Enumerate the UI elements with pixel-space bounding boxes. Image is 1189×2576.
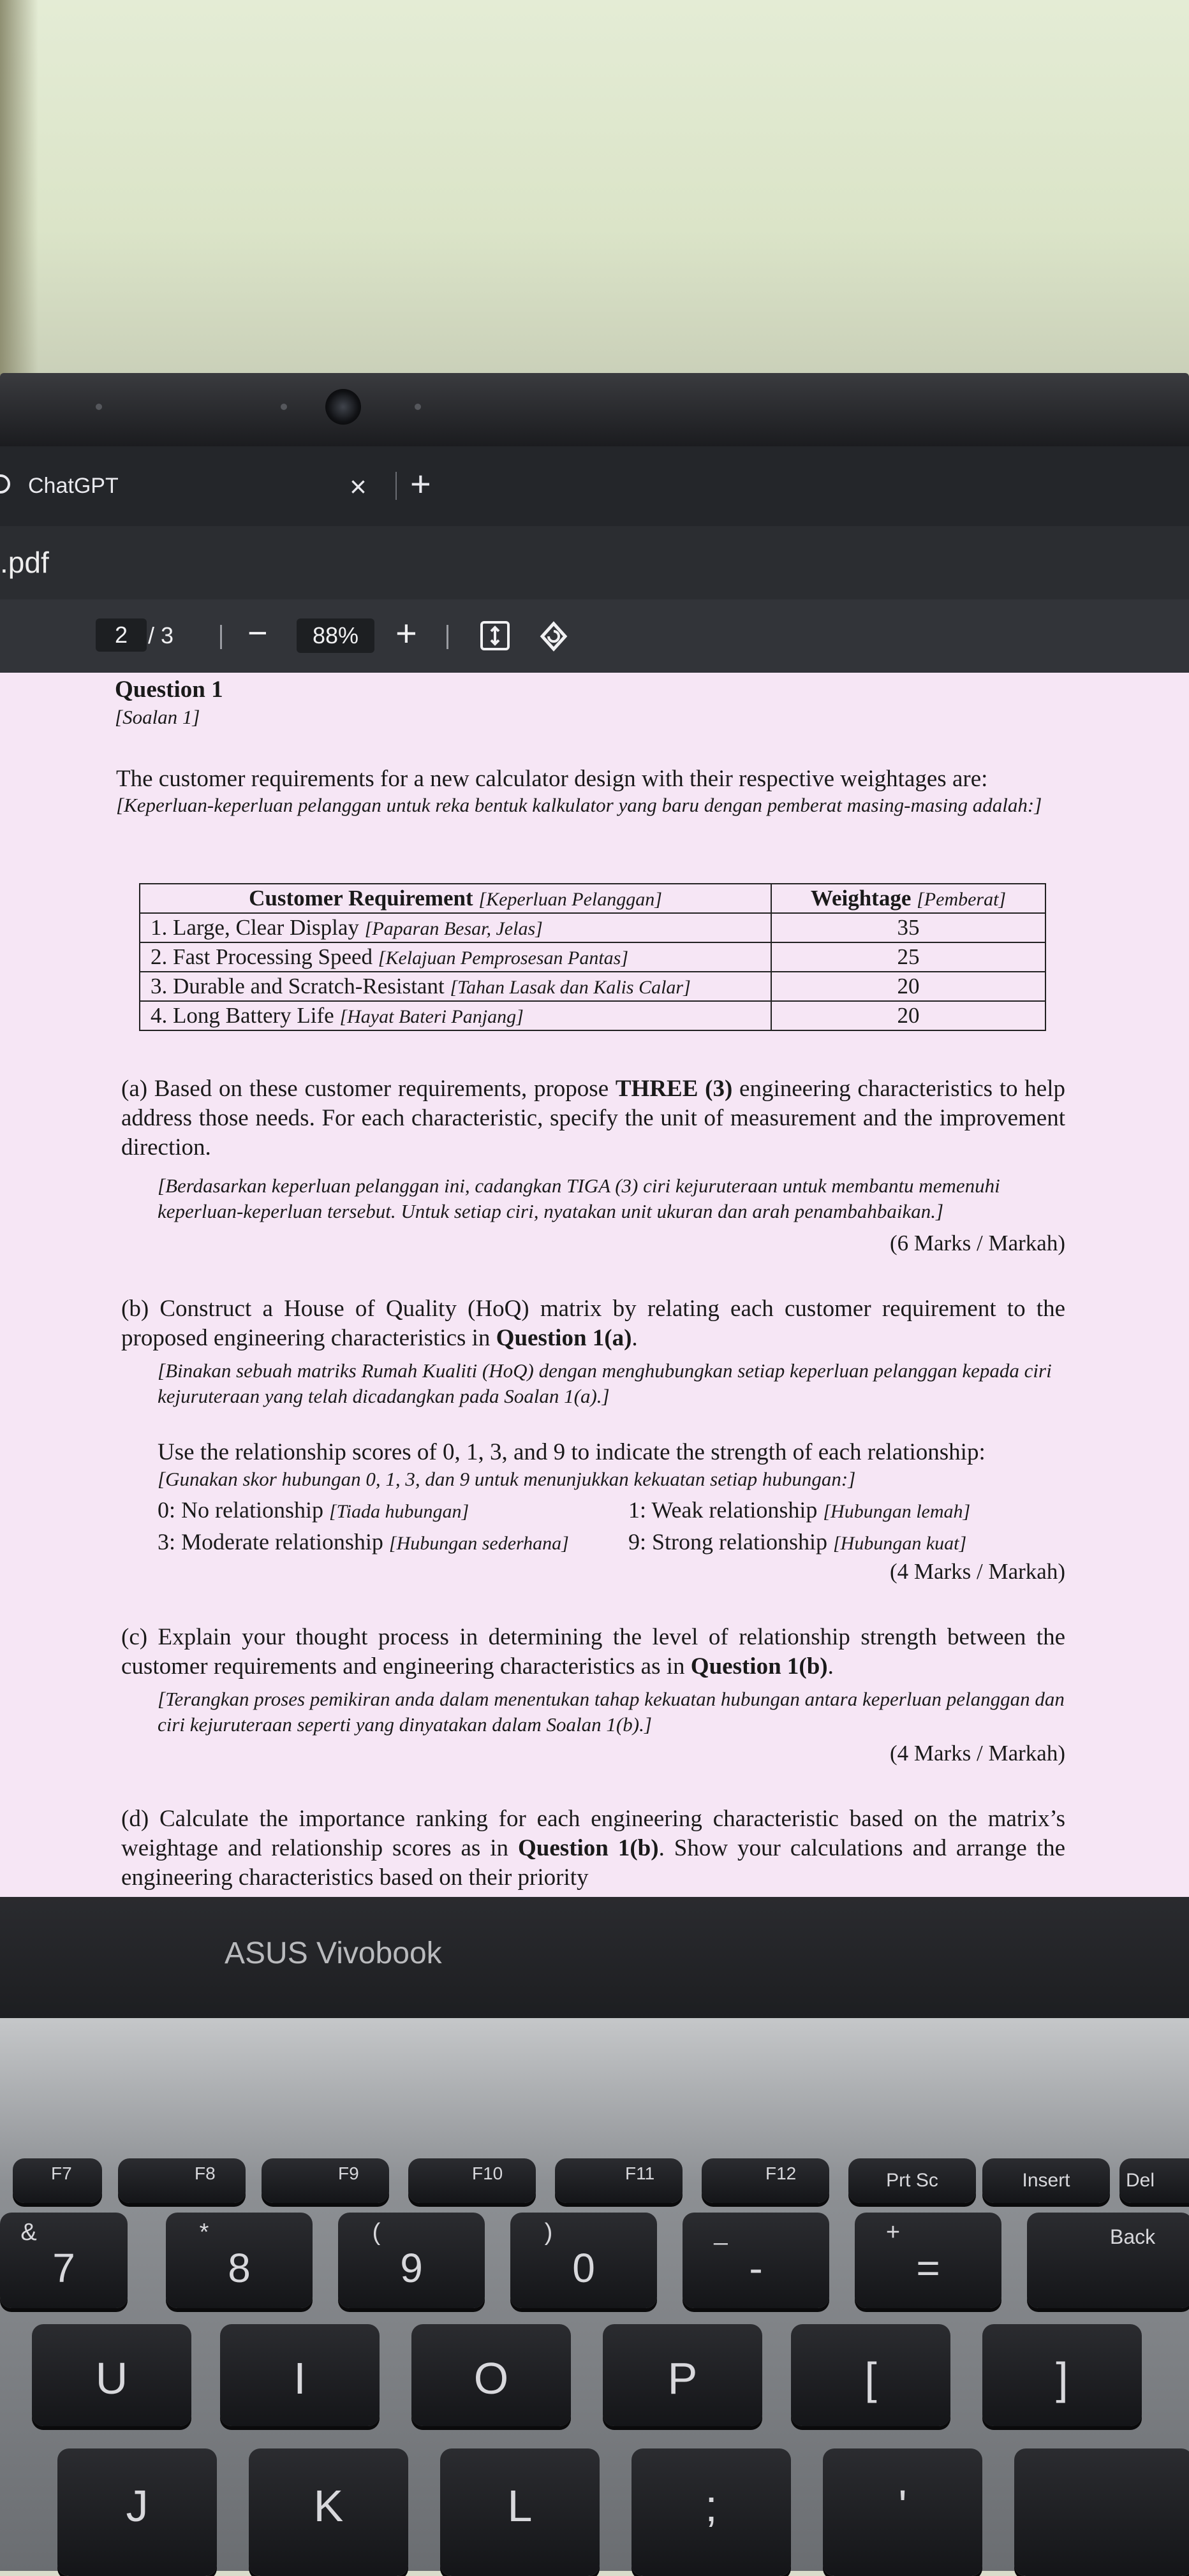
page-total: / 3 <box>148 622 174 648</box>
part-a-text-1: (a) Based on these customer requirements, propose <box>121 1076 616 1102</box>
intro-text: The customer requirements for a new calculator design with their respective weightages are: <box>116 766 988 792</box>
score-3-ms: [Hubungan sederhana] <box>388 1533 569 1554</box>
key-o[interactable] <box>411 2324 571 2426</box>
part-d-text-1: (d) Calculate the importance ranking for each engineering characteristic based on the matrix’s weightage and relationship scores as in <box>121 1806 1065 1861</box>
key-label: F11 <box>625 2163 655 2183</box>
key-backspace[interactable] <box>1027 2213 1189 2308</box>
key-shift-label: & <box>20 2219 37 2246</box>
key-shift-label: * <box>199 2219 209 2246</box>
weight-cell: 25 <box>771 942 1045 972</box>
zoom-level-input[interactable]: 88% <box>297 618 374 653</box>
part-c-text-1: (c) Explain your thought process in determining the level of relationship strength between the customer requirements and engineering characteristics as in <box>121 1624 1065 1680</box>
question-title: Question 1 <box>115 677 223 703</box>
score-9-ms: [Hubungan kuat] <box>832 1533 967 1554</box>
tab-divider <box>395 472 397 500</box>
background-wall <box>0 0 1189 383</box>
part-c-text-2: . <box>827 1653 834 1680</box>
requirement-name-ms: [Tahan Lasak dan Kalis Calar] <box>450 977 691 998</box>
key-label: F10 <box>472 2163 503 2183</box>
webcam <box>325 389 361 425</box>
key-prtsc[interactable] <box>848 2158 976 2203</box>
key-label: F9 <box>338 2163 359 2183</box>
key-label: L <box>507 2481 533 2531</box>
key-enter[interactable] <box>1014 2448 1189 2576</box>
requirement-name-ms: [Hayat Bateri Panjang] <box>339 1006 524 1027</box>
page-number-input[interactable]: 2 <box>96 618 147 652</box>
address-text[interactable]: .pdf <box>0 546 49 579</box>
requirement-header <box>140 884 771 913</box>
key-u[interactable] <box>32 2324 191 2426</box>
key-f12[interactable] <box>702 2158 829 2203</box>
table-row <box>140 972 1045 1001</box>
table-header-row <box>140 884 1045 913</box>
key-label: Back <box>1110 2225 1156 2248</box>
rotate-icon[interactable] <box>535 617 573 655</box>
score-0 <box>158 1497 469 1523</box>
question-title-ms: [Soalan 1] <box>115 706 200 728</box>
key-i[interactable] <box>220 2324 380 2426</box>
bezel-sensor-dot <box>415 404 421 410</box>
key-label: ] <box>1056 2353 1068 2403</box>
part-c-marks: (4 Marks / Markah) <box>889 1741 1065 1766</box>
requirement-name: 2. Fast Processing Speed <box>151 944 373 969</box>
pdf-toolbar <box>0 599 1189 673</box>
key-label: ; <box>705 2481 718 2531</box>
score-9-label: 9: Strong relationship <box>628 1529 827 1555</box>
zoom-out-button[interactable]: − <box>247 614 268 652</box>
part-d-bold: Question 1(b) <box>518 1835 659 1861</box>
part-a-text-2: engineering characteristics to help address those needs. For each characteristic, specify the unit of measurement and the improvement direction. <box>121 1076 1065 1160</box>
score-0-label: 0: No relationship <box>158 1497 323 1523</box>
key-label: P <box>667 2353 698 2403</box>
laptop-screen <box>0 446 1189 1897</box>
key-label: 8 <box>228 2245 251 2291</box>
browser-tab-title[interactable]: ChatGPT <box>28 474 119 498</box>
key-label: = <box>916 2245 940 2291</box>
weight-cell: 35 <box>771 913 1045 942</box>
score-9 <box>628 1528 966 1555</box>
wall-shadow <box>0 0 38 383</box>
part-b-text <box>121 1294 1065 1353</box>
key-label: K <box>313 2481 344 2531</box>
score-1-ms: [Hubungan lemah] <box>823 1501 971 1522</box>
requirement-name: 1. Large, Clear Display <box>151 915 359 940</box>
part-b-marks: (4 Marks / Markah) <box>889 1559 1065 1584</box>
requirement-cell <box>140 913 771 942</box>
key-insert[interactable] <box>982 2158 1110 2203</box>
part-d-text <box>121 1804 1065 1892</box>
key-label: ' <box>898 2481 907 2531</box>
key-label: F12 <box>765 2163 797 2183</box>
laptop-bottom-bezel <box>0 1897 1189 2018</box>
key-label: 0 <box>572 2245 595 2291</box>
part-d-text-2: . Show your calculations and arrange the engineering characteristics based on their priority <box>121 1835 1065 1891</box>
key-label: 7 <box>52 2245 75 2291</box>
requirement-header-ms: [Keperluan Pelanggan] <box>478 889 662 910</box>
requirements-table <box>139 883 1046 1031</box>
bezel-sensor-dot <box>96 404 102 410</box>
key-label: - <box>749 2245 763 2291</box>
scores-intro: Use the relationship scores of 0, 1, 3, and 9 to indicate the strength of each relationship: <box>158 1439 986 1465</box>
intro-text-ms: [Keperluan-keperluan pelanggan untuk reka bentuk kalkulator yang baru dengan pemberat masing-masing adalah:] <box>116 794 1042 816</box>
key-shift-label: + <box>885 2219 901 2246</box>
key-label: F7 <box>51 2163 72 2183</box>
key-quote[interactable] <box>823 2448 982 2576</box>
key-shift-label: ) <box>544 2219 553 2246</box>
key-f7[interactable] <box>13 2158 102 2203</box>
score-1-label: 1: Weak relationship <box>628 1497 818 1523</box>
part-b-text-1: (b) Construct a House of Quality (HoQ) matrix by relating each customer requirement to the proposed engineering characteristics in <box>121 1296 1065 1351</box>
key-label: 9 <box>400 2245 423 2291</box>
part-b-bold: Question 1(a) <box>496 1325 632 1351</box>
part-a-text <box>121 1074 1065 1162</box>
key-equals[interactable] <box>855 2213 1001 2308</box>
table-row <box>140 942 1045 972</box>
requirement-name: 4. Long Battery Life <box>151 1003 334 1028</box>
key-shift-label: _ <box>714 2219 728 2246</box>
requirement-cell <box>140 972 771 1001</box>
address-bar[interactable] <box>0 526 1189 599</box>
requirement-name-ms: [Kelajuan Pemprosesan Pantas] <box>378 948 629 969</box>
score-3 <box>158 1528 569 1555</box>
requirement-cell <box>140 942 771 972</box>
part-c-text-ms: [Terangkan proses pemikiran anda dalam menentukan tahap kekuatan hubungan antara keperluan pelanggan dan ciri kejuruteraan seperti yang dinyatakan dalam Soalan 1(b).] <box>158 1688 1065 1736</box>
score-0-ms: [Tiada hubungan] <box>329 1501 469 1522</box>
key-label: J <box>126 2481 149 2531</box>
key-semicolon[interactable] <box>631 2448 791 2576</box>
fit-to-page-icon[interactable] <box>480 621 510 650</box>
browser-tab-bar <box>0 446 1189 526</box>
key-shift-label: ( <box>372 2219 381 2246</box>
key-label: O <box>473 2353 509 2403</box>
part-a-marks: (6 Marks / Markah) <box>889 1231 1065 1255</box>
requirement-header-label: Customer Requirement <box>249 886 473 911</box>
pdf-page <box>0 673 1189 1897</box>
laptop-top-bezel <box>0 373 1189 446</box>
requirement-name: 3. Durable and Scratch-Resistant <box>151 974 445 999</box>
weight-cell: 20 <box>771 972 1045 1001</box>
key-p[interactable] <box>603 2324 762 2426</box>
key-j[interactable] <box>57 2448 217 2576</box>
weight-cell: 20 <box>771 1001 1045 1030</box>
laptop-brand-label: ASUS Vivobook <box>225 1936 442 1970</box>
key-label: Prt Sc <box>886 2170 938 2191</box>
table-row <box>140 1001 1045 1030</box>
part-b-text-ms: [Binakan sebuah matriks Rumah Kualiti (HoQ) dengan menghubungkan setiap keperluan pelanggan kepada ciri kejuruteraan yang telah dicadangkan pada Soalan 1(a).] <box>158 1359 1052 1407</box>
score-1 <box>628 1497 970 1523</box>
chatgpt-logo-icon <box>0 474 10 494</box>
key-f10[interactable] <box>408 2158 536 2203</box>
requirement-name-ms: [Paparan Besar, Jelas] <box>364 918 543 939</box>
scores-intro-ms: [Gunakan skor hubungan 0, 1, 3, dan 9 untuk menunjukkan kekuatan setiap hubungan:] <box>158 1468 856 1490</box>
key-bracket-left[interactable] <box>791 2324 950 2426</box>
part-a-bold: THREE (3) <box>615 1076 733 1102</box>
key-label: Insert <box>1022 2170 1070 2191</box>
key-bracket-right[interactable] <box>982 2324 1142 2426</box>
key-k[interactable] <box>249 2448 408 2576</box>
requirement-cell <box>140 1001 771 1030</box>
toolbar-divider <box>220 625 222 649</box>
key-label: Del <box>1126 2170 1155 2191</box>
part-c-bold: Question 1(b) <box>690 1653 828 1680</box>
part-a-text-ms: [Berdasarkan keperluan pelanggan ini, cadangkan TIGA (3) ciri kejuruteraan untuk membantu memenuhi keperluan-keperluan tersebut. Untuk setiap ciri, nyatakan unit ukuran dan arah penambahbaikan.] <box>158 1175 1000 1222</box>
toolbar-divider <box>447 625 448 649</box>
key-label: U <box>95 2353 128 2403</box>
key-f8[interactable] <box>118 2158 246 2203</box>
key-f9[interactable] <box>262 2158 389 2203</box>
zoom-in-button[interactable]: + <box>395 613 417 654</box>
table-row <box>140 913 1045 942</box>
key-delete[interactable] <box>1119 2158 1189 2203</box>
key-l[interactable] <box>440 2448 600 2576</box>
weight-header <box>771 884 1045 913</box>
bezel-sensor-dot <box>281 404 287 410</box>
part-b-text-2: . <box>631 1325 638 1351</box>
tab-close-button[interactable]: × <box>350 470 367 503</box>
key-label: I <box>293 2353 306 2403</box>
weight-header-ms: [Pemberat] <box>917 889 1007 910</box>
key-label: [ <box>864 2353 877 2403</box>
weight-header-label: Weightage <box>810 886 912 911</box>
key-f11[interactable] <box>555 2158 683 2203</box>
part-c-text <box>121 1623 1065 1681</box>
score-3-label: 3: Moderate relationship <box>158 1529 383 1555</box>
new-tab-button[interactable]: + <box>410 464 431 504</box>
key-label: F8 <box>195 2163 216 2183</box>
